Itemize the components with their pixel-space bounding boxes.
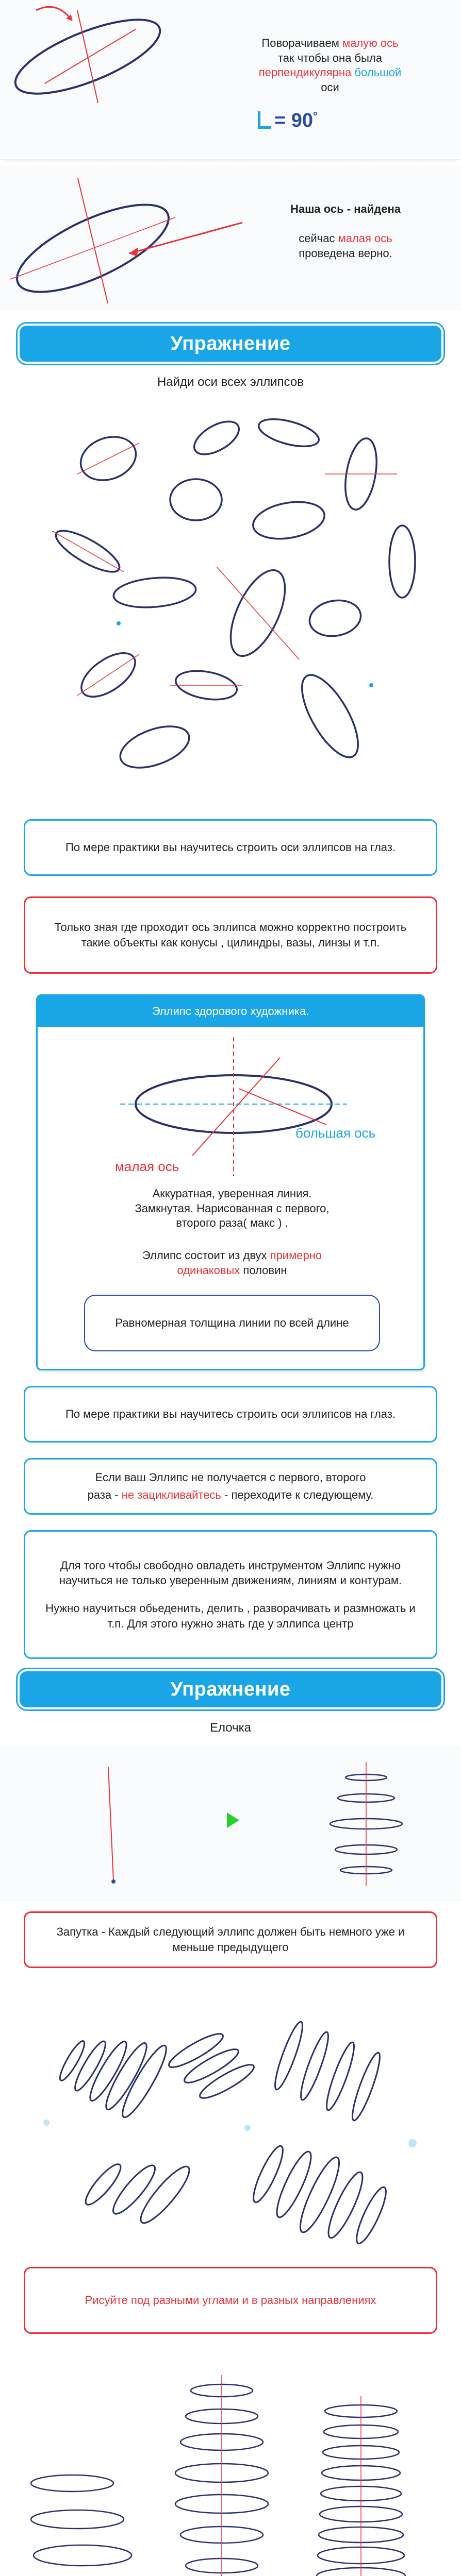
axis-note: [24, 896, 437, 974]
exercise1-banner: Упражнение: [18, 324, 443, 364]
arrow-right-icon: [227, 1812, 239, 1828]
ellipse-stacks-angles-illustration: [0, 1989, 461, 2257]
angles-note: [24, 2267, 437, 2334]
practice-note-1: [24, 819, 437, 876]
step1-major: большой: [351, 66, 402, 79]
healthy-ellipse-card: [36, 994, 425, 1370]
healthy-major-axis-label: большая ось: [295, 1125, 376, 1141]
practice-note-1-text: По мере практики вы научитесь строить оси эллипсов на глаз.: [65, 841, 396, 854]
first-time-line1: Если ваш Эллипс не получается с первого, второго: [95, 1471, 366, 1484]
healthy-desc2: Замкнутая. Нарисованная с первого,: [135, 1201, 330, 1215]
first-time-line2a: раза -: [87, 1488, 122, 1501]
angles-note-text: Рисуйте под разными углами и в разных направлениях: [85, 2294, 376, 2307]
step2-panel: [0, 166, 461, 310]
first-time-line2b: не зацикливайтесь: [121, 1488, 221, 1501]
step2-line1: сейчас: [299, 232, 338, 245]
right-angle-icon: [258, 111, 271, 129]
launch-note: [24, 1911, 437, 1968]
step2-title: Наша ось - найдена: [290, 202, 401, 215]
healthy-ellipse-illustration: [38, 1027, 425, 1181]
yolochka-panel: [0, 1747, 461, 1901]
step1-perpendicular: перпендикулярна: [258, 66, 352, 79]
launch-note-text: Запутка - Каждый следующий эллипс должен быть немного уже и меньше предыдущего: [56, 1925, 405, 1954]
practice-note-2-text: По мере практики вы научитесь строить оси эллипсов на глаз.: [65, 1408, 396, 1421]
halves-b: примерно: [270, 1249, 322, 1262]
healthy-header: Эллипс здорового художника.: [38, 996, 423, 1027]
thickness-box: [84, 1295, 380, 1351]
practice-note-2: [24, 1386, 437, 1443]
ellipse-field-illustration: [0, 397, 461, 809]
stacked-ellipses-illustration: [278, 1747, 433, 1901]
step2-line2: проведена верно.: [299, 246, 392, 260]
step2-minor-axis: малая ось: [338, 232, 392, 245]
halves-c: одинаковых: [177, 1263, 240, 1277]
halves-a: Эллипс состоит из двух: [142, 1249, 270, 1262]
axis-note-text: Только зная где проходит ось эллипса можно корректно построить такие объекты как конусы , цилиндры, вазы, линзы и т.п.: [54, 921, 407, 949]
step1-line2: так чтобы она была: [277, 51, 383, 64]
degree-sign: °: [313, 109, 318, 123]
thickness-text: Равномерная толщина линии по всей длине: [115, 1316, 349, 1330]
tool-note-p2: Нужно научиться обьеденить, делить , разворачивать и размножать и т.п. Для этого нужно знать где у эллипса центр: [45, 1602, 416, 1630]
exercise2-banner: Упражнение: [18, 1669, 443, 1709]
tool-note: [24, 1530, 437, 1659]
first-time-line2c: - переходите к следующему.: [221, 1488, 374, 1501]
step1-minor-axis: малую ось: [342, 37, 399, 49]
exercise1-caption: Найди оси всех эллипсов: [157, 375, 304, 389]
exercise2-caption: Елочка: [210, 1721, 251, 1735]
healthy-desc3: второго раза( макс ) .: [176, 1216, 288, 1230]
step1-panel: [0, 0, 461, 160]
angle-value: = 90: [274, 110, 314, 131]
step1-line1a: Поворачиваем: [261, 37, 343, 49]
healthy-minor-axis-label: малая ось: [115, 1159, 179, 1174]
right-angle-readout: [258, 108, 318, 133]
healthy-desc1: Аккуратная, уверенная линия.: [152, 1187, 312, 1200]
tool-note-p1: Для того чтобы свободно овладеть инструментом Эллипс нужно научиться не только уверенным движениям, линиям и контурам.: [59, 1558, 402, 1587]
axis-line-illustration: [52, 1747, 206, 1901]
step1-line4: оси: [321, 80, 339, 94]
halves-d: половин: [240, 1263, 287, 1277]
first-time-note: [24, 1458, 437, 1515]
ellipse-stacks-vertical-illustration: [0, 2349, 461, 2576]
